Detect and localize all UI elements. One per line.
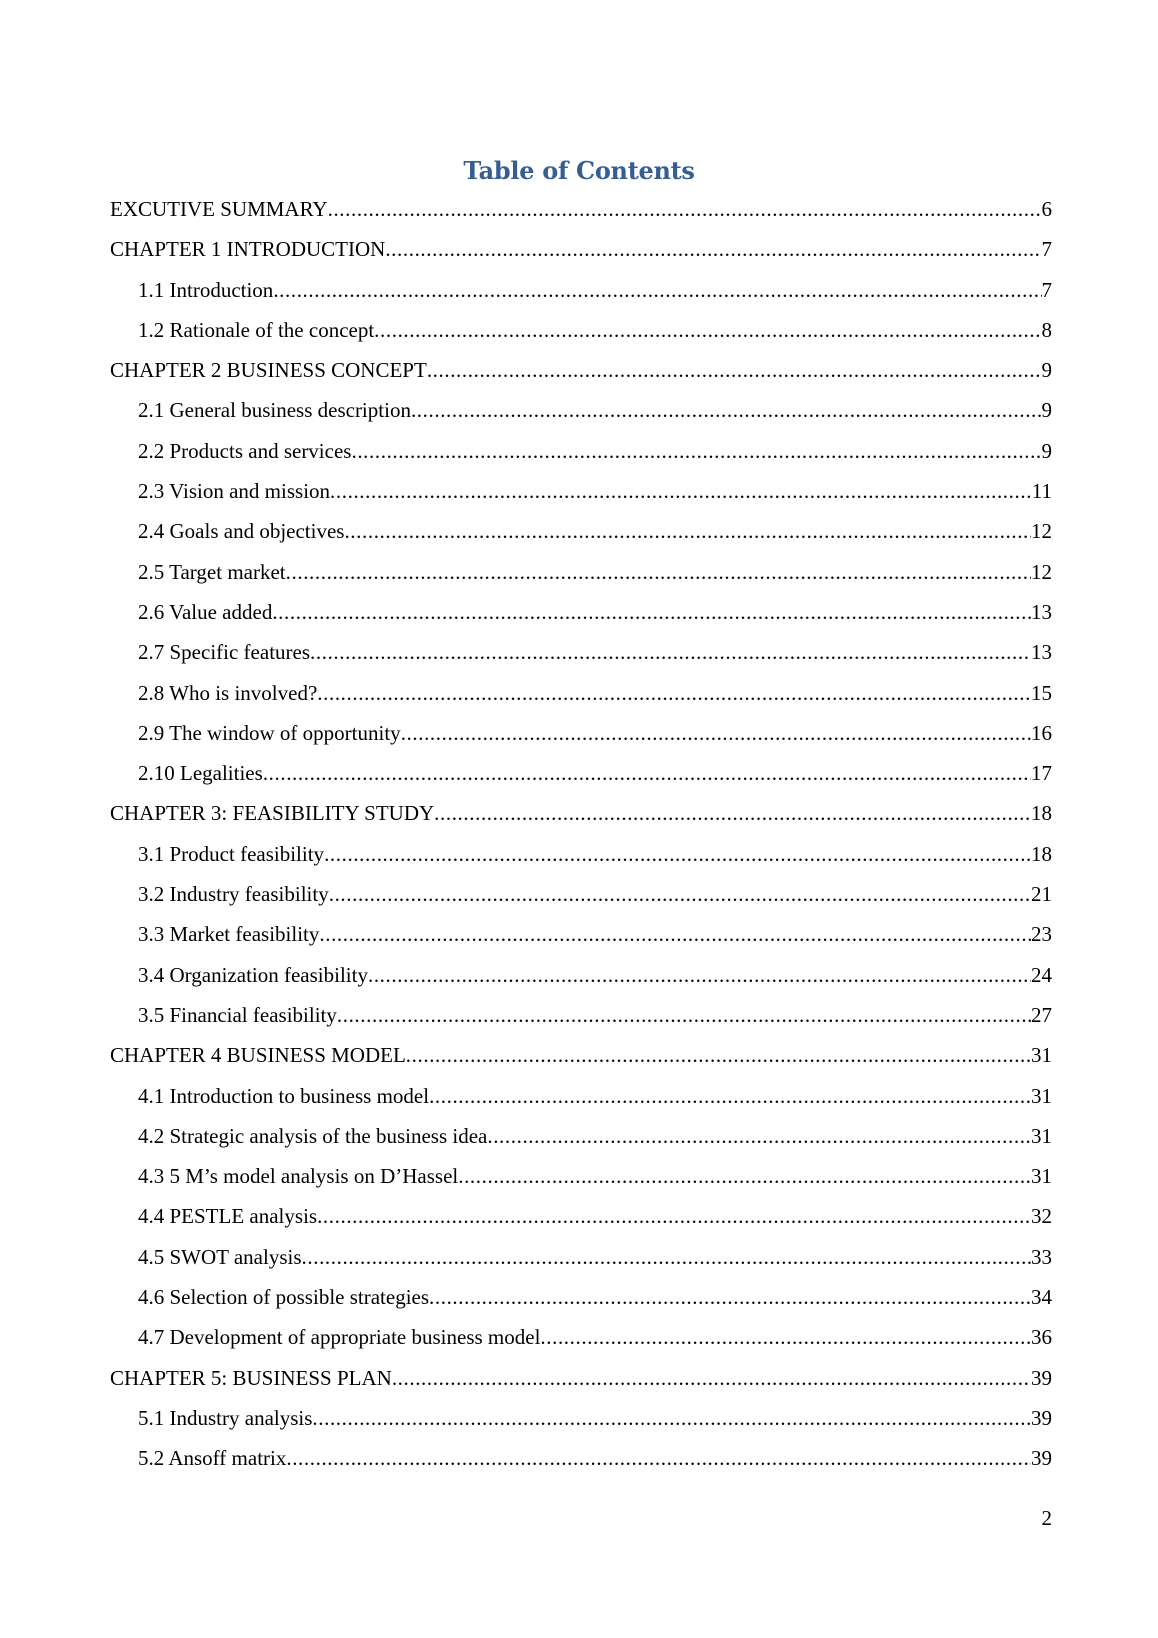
toc-entry[interactable] [110,834,1052,874]
toc-entry[interactable] [110,431,1052,471]
toc-entry-page: 23 [1031,922,1052,947]
toc-entry[interactable] [110,1116,1052,1156]
toc-entry[interactable] [110,552,1052,592]
toc-entry-page: 39 [1031,1446,1052,1471]
toc-entry[interactable] [110,793,1052,833]
toc-entry[interactable] [110,673,1052,713]
toc-entry[interactable] [110,713,1052,753]
toc-entry-label: 1.1 Introduction [138,277,274,302]
toc-entry-page: 18 [1031,801,1052,826]
toc-entry[interactable] [110,874,1052,914]
toc-entry-page: 11 [1031,479,1052,504]
toc-entry[interactable] [110,270,1052,310]
toc-dot-leader [319,914,1031,954]
toc-dot-leader [487,1116,1031,1156]
toc-title: Table of Contents [463,156,695,185]
toc-entry[interactable] [110,350,1052,390]
toc-entry[interactable] [110,632,1052,672]
toc-dot-leader [429,1277,1031,1317]
toc-entry[interactable] [110,1317,1052,1357]
toc-entry[interactable] [110,189,1052,229]
toc-entry-page: 16 [1031,720,1052,745]
toc-dot-leader [458,1156,1031,1196]
toc-entry-page: 9 [1041,438,1052,463]
toc-dot-leader [411,390,1042,430]
toc-entry-label: 2.2 Products and services [138,438,352,463]
toc-entry[interactable] [110,955,1052,995]
toc-entry-page: 32 [1031,1204,1052,1229]
toc-dot-leader [427,350,1042,390]
toc-entry-page: 21 [1031,882,1052,907]
toc-dot-leader [330,471,1032,511]
toc-entry-page: 31 [1031,1123,1052,1148]
toc-entry[interactable] [110,1196,1052,1236]
toc-dot-leader [344,511,1031,551]
toc-entry-label: 2.7 Specific features [138,640,311,665]
toc-entry-label: 4.5 SWOT analysis [138,1244,302,1269]
toc-entry-label: 2.3 Vision and mission [138,479,331,504]
toc-dot-leader [286,552,1031,592]
toc-entry[interactable] [110,390,1052,430]
toc-dot-leader [429,1076,1031,1116]
toc-dot-leader [312,1398,1031,1438]
toc-entry-page: 31 [1031,1164,1052,1189]
toc-dot-leader [310,632,1031,672]
toc-entry[interactable] [110,753,1052,793]
toc-dot-leader [374,310,1041,350]
toc-dot-leader [434,793,1031,833]
toc-dot-leader [392,1358,1031,1398]
toc-entry-label: 2.4 Goals and objectives [138,519,345,544]
toc-dot-leader [317,673,1031,713]
toc-entry-page: 12 [1031,559,1052,584]
toc-entry-label: 1.2 Rationale of the concept [138,317,375,342]
toc-entry[interactable] [110,1438,1052,1478]
toc-dot-leader [302,1237,1031,1277]
toc-entry-label: 3.2 Industry feasibility [138,882,329,907]
toc-entry-page: 17 [1031,761,1052,786]
toc-entry-label: 3.1 Product feasibility [138,841,325,866]
toc-dot-leader [368,955,1031,995]
toc-entry-page: 18 [1031,841,1052,866]
table-of-contents [110,189,1052,1479]
toc-entry-page: 31 [1031,1043,1052,1068]
toc-entry[interactable] [110,1398,1052,1438]
toc-entry[interactable] [110,471,1052,511]
toc-entry[interactable] [110,1277,1052,1317]
toc-entry-label: 2.8 Who is involved? [138,680,318,705]
toc-entry[interactable] [110,1156,1052,1196]
toc-dot-leader [272,592,1031,632]
toc-dot-leader [273,270,1041,310]
toc-entry-page: 9 [1041,398,1052,423]
toc-entry[interactable] [110,995,1052,1035]
toc-entry[interactable] [110,592,1052,632]
toc-entry-page: 36 [1031,1325,1052,1350]
toc-dot-leader [540,1317,1031,1357]
toc-entry-label: CHAPTER 1 INTRODUCTION [110,237,386,262]
toc-entry[interactable] [110,1076,1052,1116]
toc-entry-page: 7 [1041,277,1052,302]
toc-dot-leader [286,1438,1031,1478]
toc-entry-page: 6 [1041,197,1052,221]
toc-entry-page: 33 [1031,1244,1052,1269]
toc-entry-page: 39 [1031,1365,1052,1390]
toc-entry-page: 39 [1031,1405,1052,1430]
toc-entry-label: CHAPTER 5: BUSINESS PLAN [110,1365,392,1390]
toc-dot-leader [351,431,1041,471]
toc-dot-leader [401,713,1031,753]
toc-dot-leader [329,874,1031,914]
toc-entry-label: 2.6 Value added [138,599,273,624]
toc-entry-label: 3.3 Market feasibility [138,922,320,947]
toc-entry[interactable] [110,310,1052,350]
toc-entry-page: 7 [1041,237,1052,262]
toc-entry-label: 4.1 Introduction to business model [138,1083,430,1108]
toc-entry-label: 4.3 5 M’s model analysis on D’Hassel [138,1164,459,1189]
toc-entry-page: 27 [1031,1002,1052,1027]
page-number: 2 [1041,1506,1052,1530]
toc-entry-label: 2.10 Legalities [138,761,263,786]
toc-entry-label: CHAPTER 4 BUSINESS MODEL [110,1043,406,1068]
toc-entry-page: 8 [1041,317,1052,342]
toc-entry-label: CHAPTER 2 BUSINESS CONCEPT [110,358,427,383]
toc-entry-label: 5.2 Ansoff matrix [138,1446,287,1471]
toc-entry-label: 3.5 Financial feasibility [138,1002,337,1027]
toc-entry-page: 12 [1031,519,1052,544]
toc-entry-label: EXCUTIVE SUMMARY [110,197,328,221]
toc-entry-page: 31 [1031,1083,1052,1108]
toc-entry[interactable] [110,1358,1052,1398]
toc-dot-leader [328,189,1042,229]
toc-entry-label: 3.4 Organization feasibility [138,962,368,987]
toc-entry-label: 4.6 Selection of possible strategies [138,1285,430,1310]
toc-entry-label: 4.2 Strategic analysis of the business idea [138,1123,488,1148]
toc-entry-label: 2.5 Target market [138,559,286,584]
toc-entry-page: 34 [1031,1285,1052,1310]
toc-entry-page: 24 [1031,962,1052,987]
toc-entry[interactable] [110,914,1052,954]
toc-entry-label: 2.1 General business description [138,398,411,423]
toc-entry[interactable] [110,229,1052,269]
toc-dot-leader [317,1196,1031,1236]
toc-entry-page: 15 [1031,680,1052,705]
toc-dot-leader [385,229,1041,269]
toc-dot-leader [263,753,1031,793]
toc-entry-label: 4.4 PESTLE analysis [138,1204,318,1229]
toc-entry-page: 13 [1031,640,1052,665]
toc-entry-label: 4.7 Development of appropriate business model [138,1325,541,1350]
toc-entry-label: 5.1 Industry analysis [138,1405,313,1430]
toc-dot-leader [406,1035,1031,1075]
toc-entry-page: 13 [1031,599,1052,624]
toc-entry[interactable] [110,511,1052,551]
toc-entry[interactable] [110,1237,1052,1277]
toc-dot-leader [337,995,1031,1035]
toc-dot-leader [324,834,1031,874]
toc-entry[interactable] [110,1035,1052,1075]
toc-entry-label: 2.9 The window of opportunity [138,720,401,745]
toc-entry-page: 9 [1041,358,1052,383]
toc-entry-label: CHAPTER 3: FEASIBILITY STUDY [110,801,435,826]
